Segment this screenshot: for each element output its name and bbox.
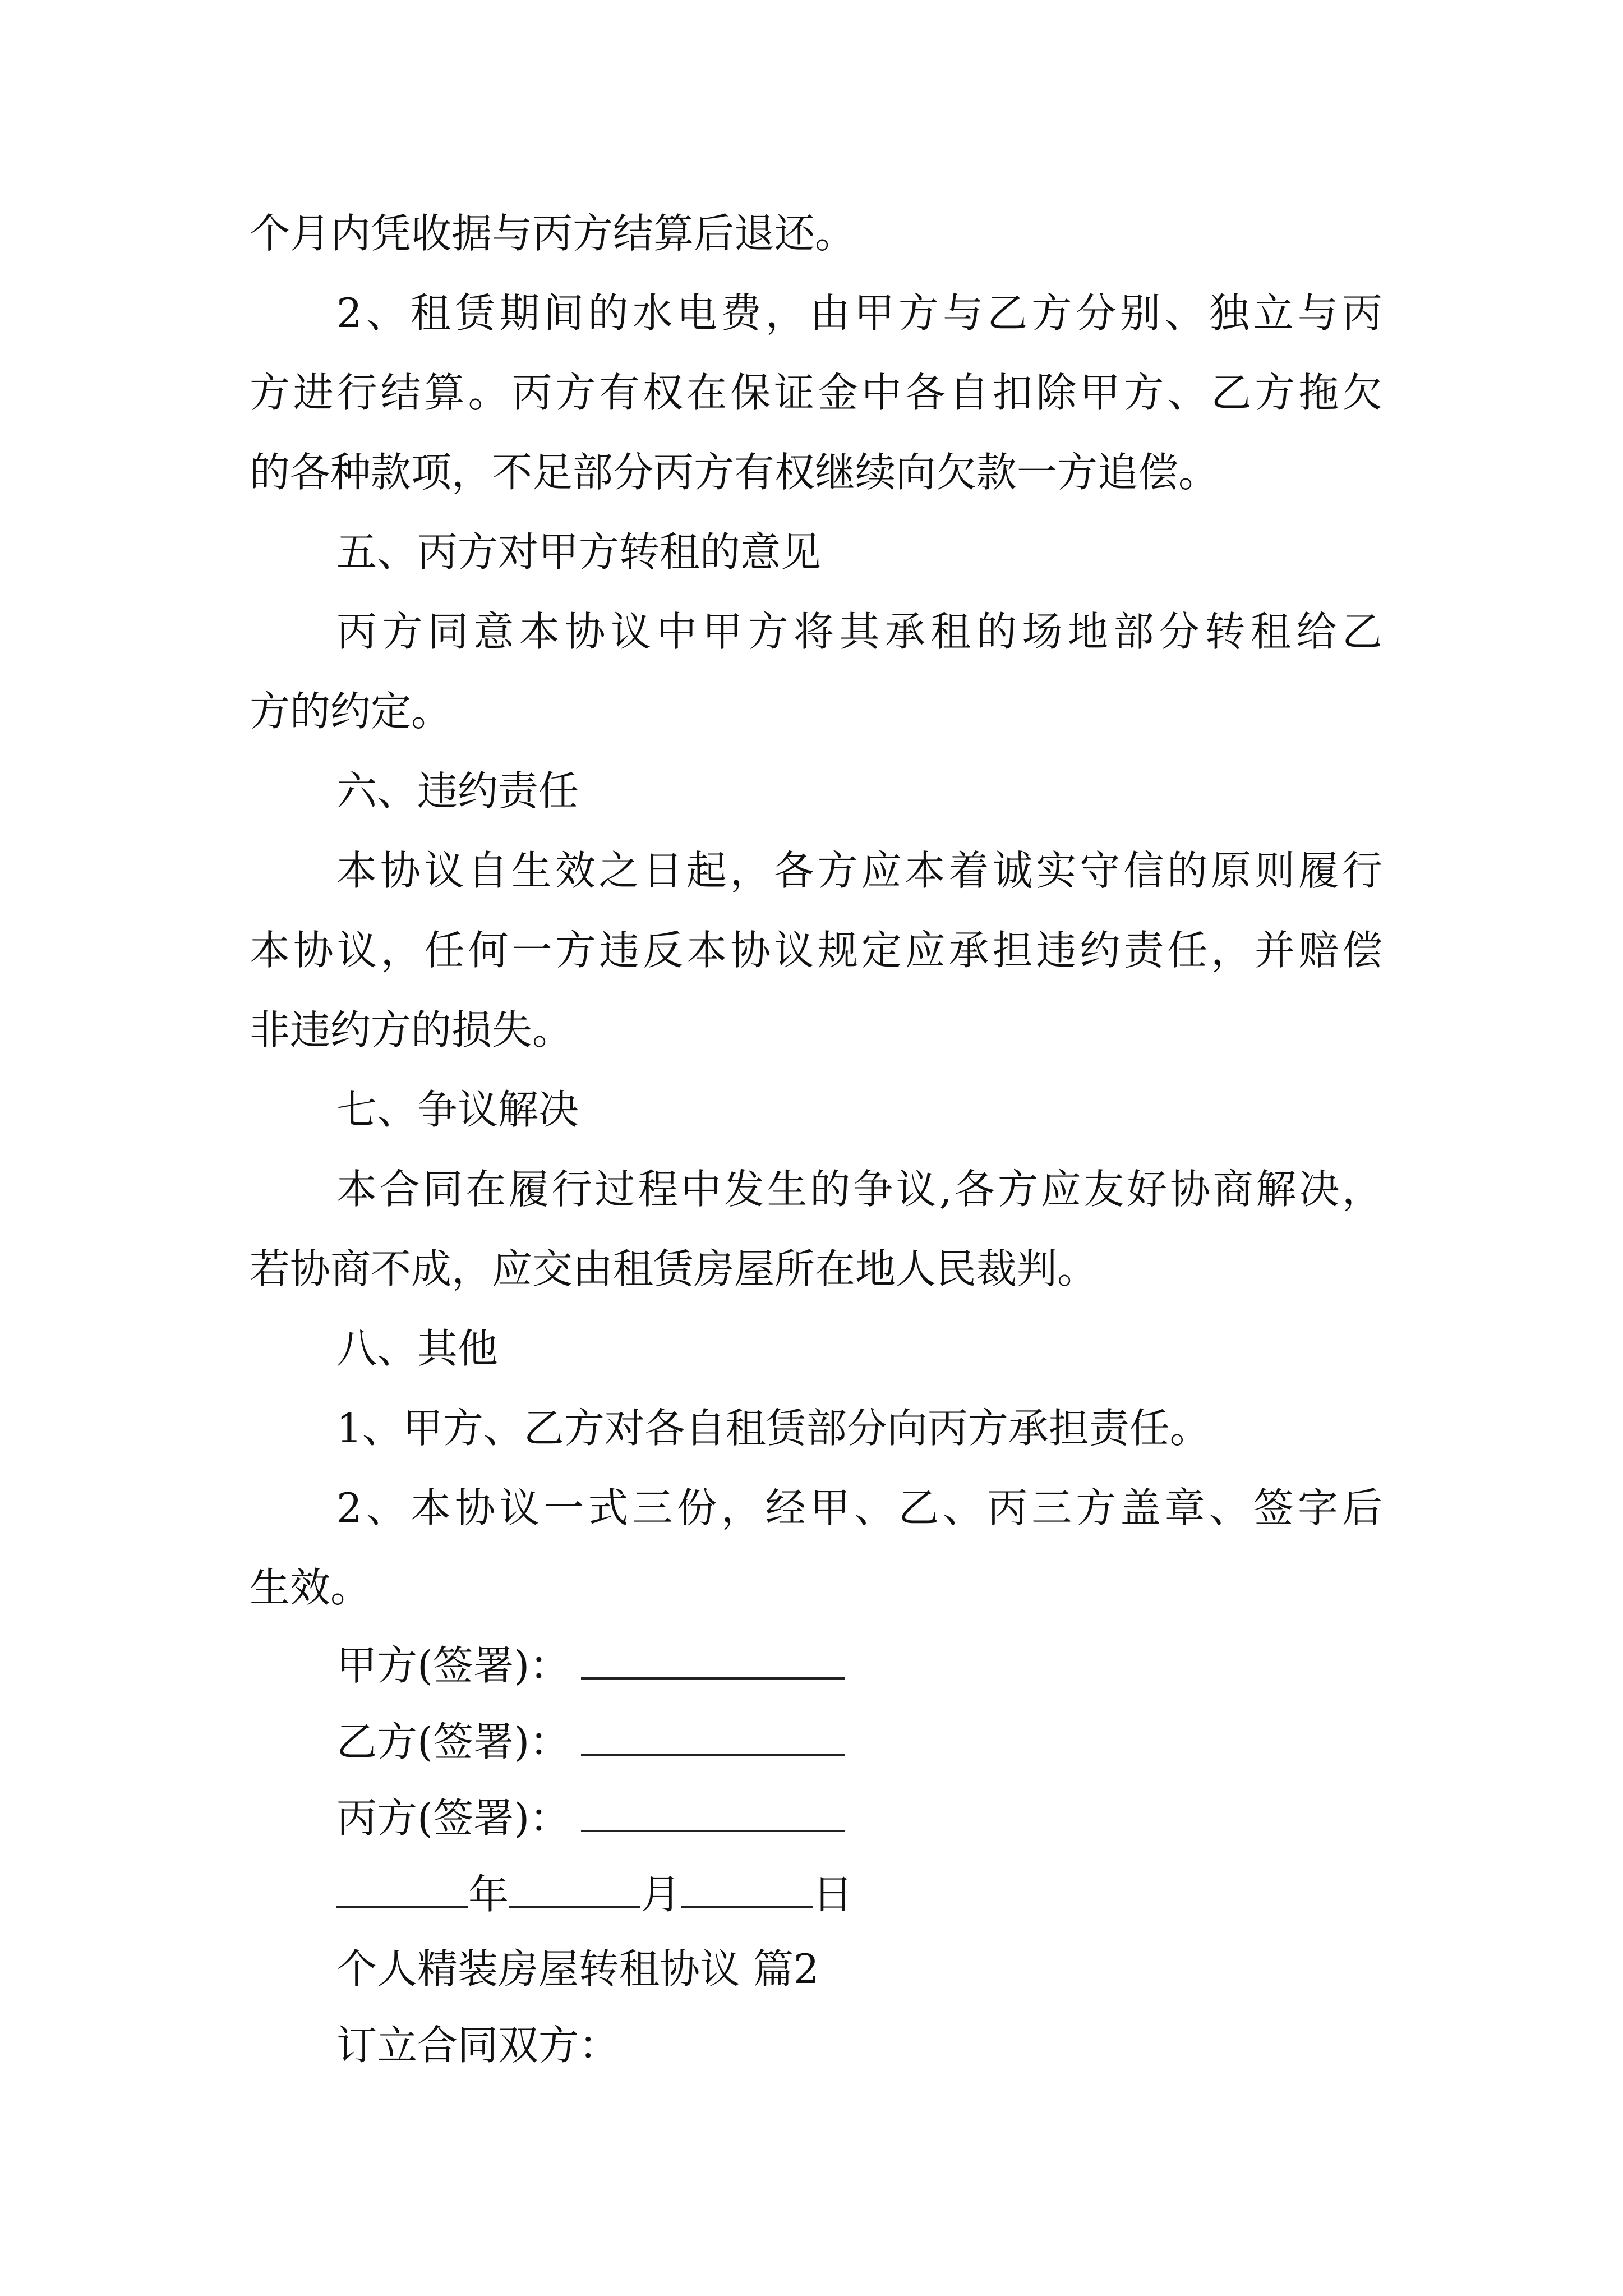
signature-party-a — [336, 1642, 845, 1689]
body-line: 方进行结算。丙方有权在保证金中各自扣除甲方、乙方拖欠 — [250, 369, 1382, 416]
year-blank — [336, 1872, 468, 1908]
signature-label: 丙方(签署)： — [336, 1795, 570, 1842]
section-title: 个人精装房屋转租协议 篇2 — [336, 1945, 819, 1993]
body-line: 的各种款项，不足部分丙方有权继续向欠款一方追偿。 — [250, 449, 1219, 496]
day-label: 日 — [813, 1871, 854, 1918]
body-line: 本协议自生效之日起，各方应本着诚实守信的原则履行 — [336, 847, 1382, 894]
signature-label: 甲方(签署)： — [336, 1642, 570, 1689]
body-line: 非违约方的损失。 — [250, 1006, 573, 1053]
body-line: 方的约定。 — [250, 688, 452, 735]
day-blank — [681, 1872, 813, 1908]
body-line: 1、甲方、乙方对各自租赁部分向丙方承担责任。 — [336, 1405, 1210, 1452]
section-heading: 六、违约责任 — [336, 767, 579, 815]
body-line: 个月内凭收据与丙方结算后退还。 — [250, 210, 856, 257]
signature-party-b — [336, 1718, 845, 1765]
body-line: 2、本协议一式三份，经甲、乙、丙三方盖章、签字后 — [336, 1484, 1382, 1531]
contract-parties-heading: 订立合同双方： — [336, 2022, 620, 2069]
section-heading: 八、其他 — [336, 1325, 499, 1372]
signature-blank — [581, 1720, 845, 1756]
month-blank — [509, 1872, 640, 1908]
signature-blank — [581, 1796, 845, 1832]
year-label: 年 — [468, 1871, 509, 1918]
section-heading: 七、争议解决 — [336, 1086, 579, 1133]
signature-label: 乙方(签署)： — [336, 1718, 570, 1765]
signature-blank — [581, 1644, 845, 1680]
month-label: 月 — [640, 1871, 681, 1918]
date-line — [336, 1871, 854, 1918]
body-line: 丙方同意本协议中甲方将其承租的场地部分转租给乙 — [336, 608, 1382, 655]
body-line: 2、租赁期间的水电费，由甲方与乙方分别、独立与丙 — [336, 289, 1382, 337]
body-line: 生效。 — [250, 1564, 371, 1611]
section-heading: 五、丙方对甲方转租的意见 — [336, 528, 822, 576]
body-line: 本协议，任何一方违反本协议规定应承担违约责任，并赔偿 — [250, 927, 1382, 974]
body-line: 本合同在履行过程中发生的争议,各方应友好协商解决， — [336, 1166, 1382, 1213]
body-line: 若协商不成，应交由租赁房屋所在地人民裁判。 — [250, 1245, 1098, 1292]
signature-party-c — [336, 1795, 845, 1842]
